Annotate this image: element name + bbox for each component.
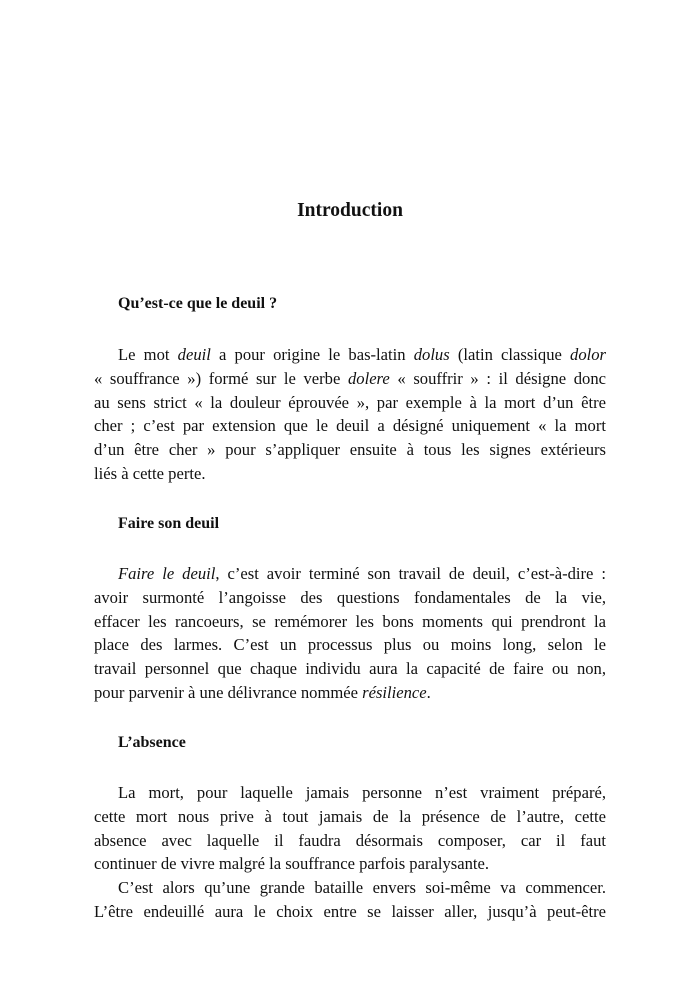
italic-term: Faire le deuil: [118, 564, 216, 583]
paragraph-deuil-definition: [94, 343, 606, 486]
text-line: La mort, pour laquelle jamais personne n’est vraiment préparé,: [118, 783, 606, 802]
text-line: travail personnel que chaque individu aura la capacité de faire ou non,: [94, 659, 606, 679]
text-line: absence avec laquelle il faudra désormais composer, car il faut: [94, 830, 606, 850]
text-line: effacer les rancoeurs, se remémorer les bons moments qui prendront la: [94, 611, 606, 631]
text-line: avoir surmonté l’angoisse des questions fondamentales de la vie,: [94, 587, 606, 607]
italic-term: dolus: [413, 345, 450, 364]
section-heading-faire-son-deuil: Faire son deuil: [118, 515, 220, 532]
text-line: au sens strict « la douleur éprouvée », par exemple à la mort d’un être: [94, 392, 606, 412]
italic-term: deuil: [177, 345, 211, 364]
text-line: d’un être cher » pour s’appliquer ensuite à tous les signes extérieurs: [94, 440, 606, 460]
section-heading-deuil: Qu’est-ce que le deuil ?: [118, 295, 278, 312]
text-line: cette mort nous prive à tout jamais de la présence de l’autre, cette: [94, 806, 606, 826]
text-line: cher ; c’est par extension que le deuil a désigné uniquement « la mort: [94, 416, 606, 436]
text-line: C’est alors qu’une grande bataille envers soi-même va commencer.: [118, 878, 606, 897]
paragraph-grande-bataille: [94, 876, 606, 924]
italic-term: dolor: [570, 345, 606, 364]
page: [94, 0, 606, 992]
italic-term: résilience: [362, 682, 427, 702]
paragraph-absence-mort: [94, 781, 606, 876]
text-line: place des larmes. C’est un processus plus ou moins long, selon le: [94, 635, 606, 655]
text-line: continuer de vivre malgré la souffrance parfois paralysante.: [94, 854, 490, 874]
text-line: Le mot deuil a pour origine le bas-latin dolus (latin classique dolor: [118, 345, 606, 364]
italic-term: dolere: [347, 368, 390, 388]
text-line: L’être endeuillé aura le choix entre se laisser aller, jusqu’à peut-être: [94, 901, 606, 921]
text-line: Faire le deuil, c’est avoir terminé son travail de deuil, c’est-à-dire :: [118, 564, 606, 583]
paragraph-faire-le-deuil: [94, 562, 606, 705]
text-line: « souffrance ») formé sur le verbe dolere « souffrir » : il désigne donc: [94, 368, 607, 388]
text-line: pour parvenir à une délivrance nommée résilience.: [94, 682, 431, 702]
page-title: Introduction: [297, 200, 403, 221]
text-line: liés à cette perte.: [94, 463, 206, 483]
section-heading-absence: L’absence: [118, 734, 186, 751]
